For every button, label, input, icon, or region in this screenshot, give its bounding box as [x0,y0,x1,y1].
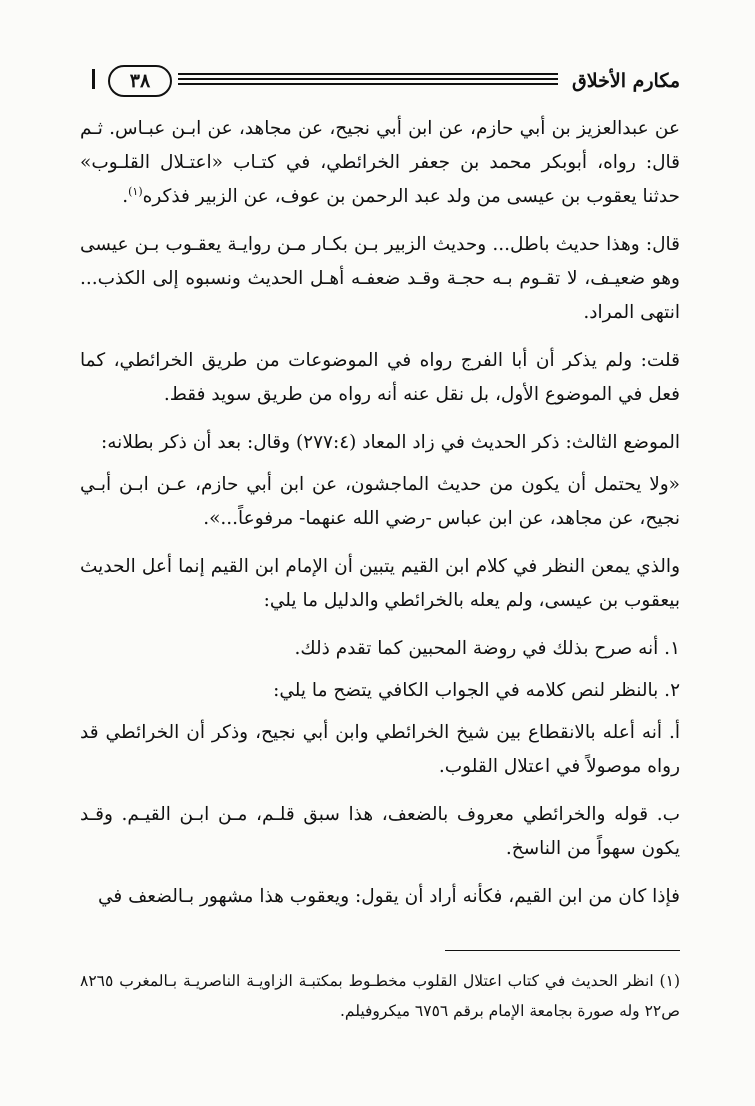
paragraph: الموضع الثالث: ذكر الحديث في زاد المعاد (٢٧٧:٤) وقال: بعد أن ذكر بطلانه: [101,432,680,453]
footnote: (١) انظر الحديث في كتاب اعتلال القلوب مخطـوط بمكتبـة الزاويـة الناصريـة بـالمغرب ٨٢٦٥ ص٢٢ وله صورة بجامعة الإمام برقم ٦٧٥٦ ميكروفيلم. [80,972,680,1020]
header-rule [178,83,558,85]
list-item: ١. أنه صرح بذلك في روضة المحبين كما تقدم ذلك. [294,638,680,659]
paragraph [80,112,680,214]
header-ornament [92,69,95,89]
paragraph-tail: . [122,186,129,207]
footnote-separator [445,950,680,951]
book-title: مكارم الأخلاق [572,70,680,92]
paragraph: قال: وهذا حديث باطل... وحديث الزبير بـن بكـار مـن روايـة يعقـوب بـن عيسى وهو ضعيـف، لا تقـوم بـه حجـة وقـد ضعفـه أهـل الحديث ونسبوه إلى الكذب... انتهى المراد. [80,234,680,323]
header-rule [178,73,558,75]
header-rule [178,78,558,80]
paragraph: قلت: ولم يذكر أن أبا الفرج رواه في الموضوعات من طريق الخرائطي، كما فعل في الموضوع الأول، بل نقل عنه أنه رواه من طريق سويد فقط. [80,350,680,405]
paragraph: فإذا كان من ابن القيم، فكأنه أراد أن يقول: ويعقوب هذا مشهور بـالضعف في [98,886,680,907]
list-item: ٢. بالنظر لنص كلامه في الجواب الكافي يتضح ما يلي: [273,680,680,701]
paragraph: والذي يمعن النظر في كلام ابن القيم يتبين أن الإمام ابن القيم إنما أعل الحديث بيعقوب بن عيسى، ولم يعله بالخرائطي والدليل ما يلي: [80,556,680,611]
list-item: أ. أنه أعله بالانقطاع بين شيخ الخرائطي وابن أبي نجيح، وذكر أن الخرائطي قد رواه موصولاً في اعتلال القلوب. [80,722,680,777]
quote-paragraph: «ولا يحتمل أن يكون من حديث الماجشون، عن ابن أبي حازم، عـن ابـن أبـي نجيح، عن مجاهد، عن ابن عباس -رضي الله عنهما- مرفوعاً...». [80,474,680,529]
page-number: ٣٨ [108,65,172,97]
footnote-reference: (١) [128,184,143,198]
running-header [80,64,680,104]
paragraph-text: عن عبدالعزيز بن أبي حازم، عن ابن أبي نجيح، عن مجاهد، عن ابـن عبـاس. ثـم قال: رواه، أبوبكر محمد بن جعفر الخرائطي، في كتـاب «اعتـلال القلـوب» حدثنا يعقوب بن عيسى من ولد عبد الرحمن بن عوف، عن الزبير فذكره [80,118,680,207]
list-item: ب. قوله والخرائطي معروف بالضعف، هذا سبق قلـم، مـن ابـن القيـم. وقـد يكون سهواً من الناسخ. [80,804,680,859]
main-text [80,112,680,928]
